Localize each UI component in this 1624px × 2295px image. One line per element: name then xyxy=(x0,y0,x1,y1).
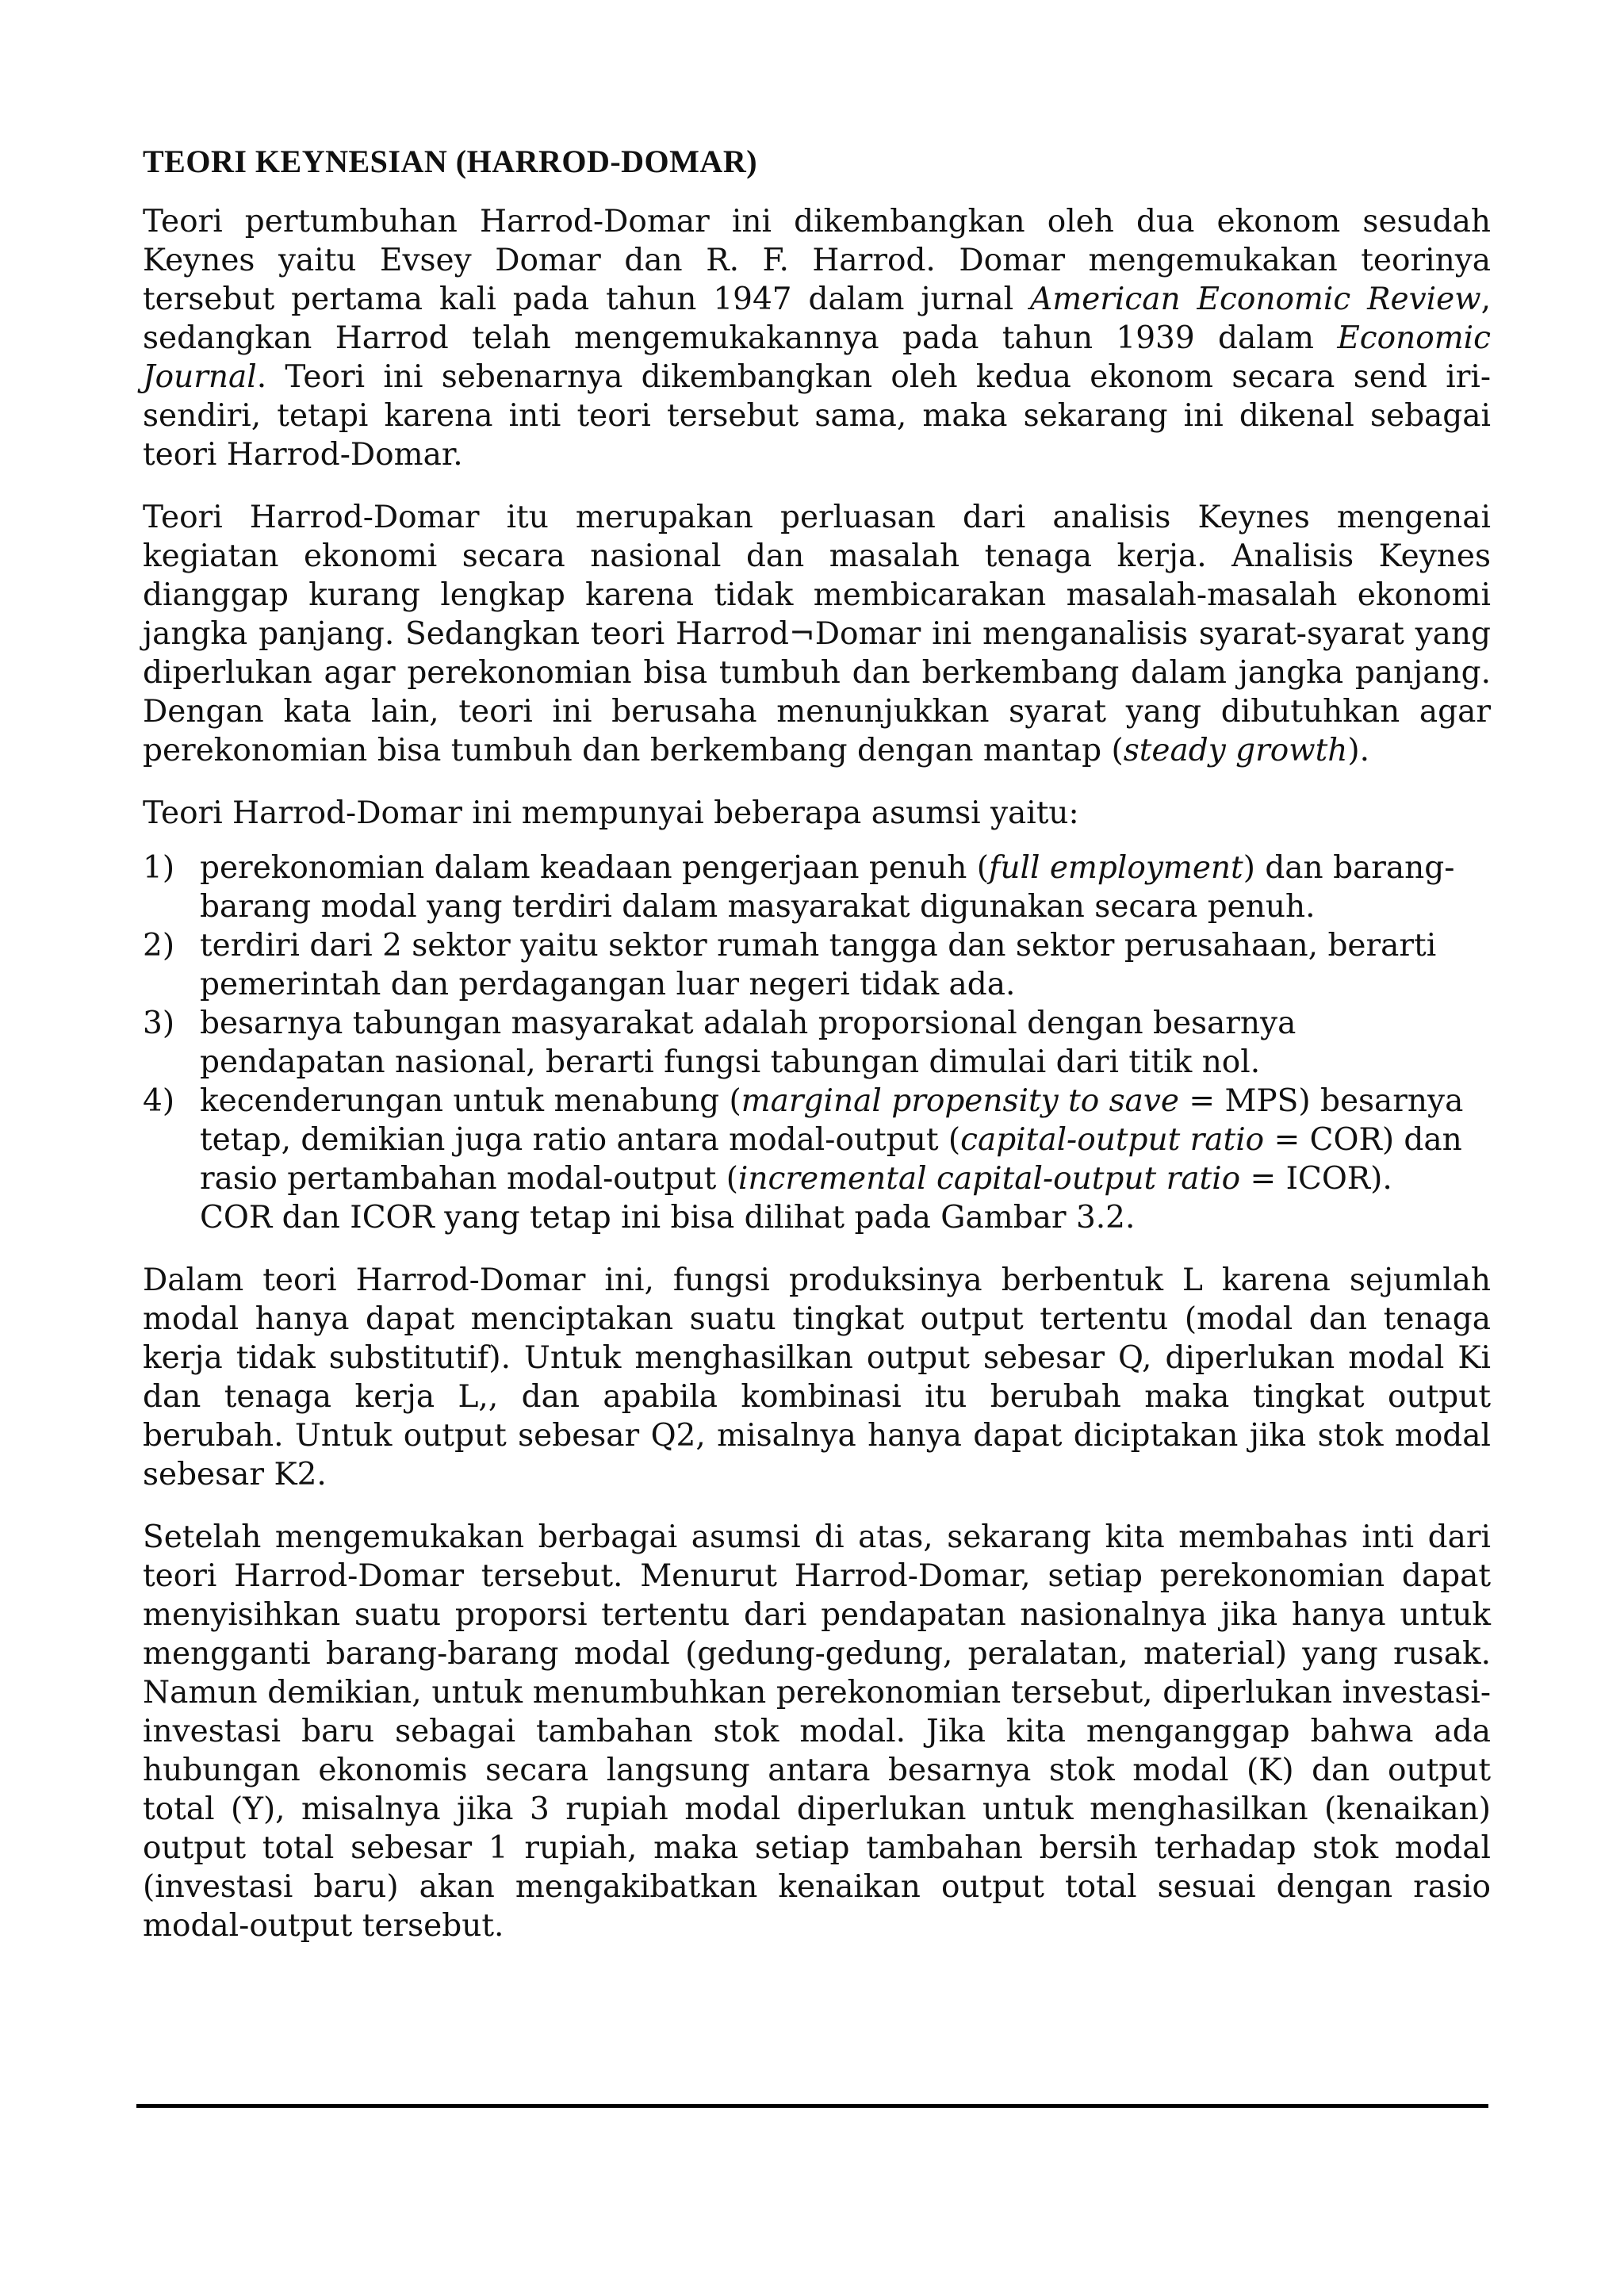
assumption-text-b: = MPS) besarnya tetap, demikian juga ratio antara modal-output ( xyxy=(200,1083,1464,1158)
paragraph-extension-text-b: ). xyxy=(1347,733,1370,768)
assumption-item-3 xyxy=(143,1004,1491,1082)
term-mps: marginal propensity to save xyxy=(741,1083,1179,1119)
journal-economic-journal: Economic Journal xyxy=(143,320,1491,395)
paragraph-core-theory: Setelah mengemukakan berbagai asumsi di atas, sekarang kita membahas inti dari teori Harrod-Domar tersebut. Menurut Harrod-Domar, setiap perekonomian dapat menyisihkan suatu proporsi tertentu dari pendapatan nasionalnya jika hanya untuk mengganti barang-barang modal (gedung-gedung, peralatan, material) yang rusak. Namun demikian, untuk menumbuhkan perekonomian tersebut, diperlukan investasi-investasi baru sebagai tambahan stok modal. Jika kita menganggap bahwa ada hubungan ekonomis secara langsung antara besarnya stok modal (K) dan output total (Y), misalnya jika 3 rupiah modal diperlukan untuk menghasilkan (kenaikan) output total sebesar 1 rupiah, maka setiap tambahan bersih terhadap stok modal (investasi baru) akan mengakibatkan kenaikan output total sesuai dengan rasio modal-output tersebut. xyxy=(143,1519,1491,1944)
paragraph-production-function: Dalam teori Harrod-Domar ini, fungsi produksinya berbentuk L karena sejumlah modal hanya dapat menciptakan suatu tingkat output tertentu (modal dan tenaga kerja tidak substitutif). Untuk menghasilkan output sebesar Q, diperlukan modal Ki dan tenaga kerja L,, dan apabila kombinasi itu berubah maka tingkat output berubah. Untuk output sebesar Q2, misalnya hanya dapat diciptakan jika stok modal sebesar K2. xyxy=(143,1262,1491,1492)
term-icor: incremental capital-output ratio xyxy=(737,1161,1241,1197)
assumption-text-a: kecenderungan untuk menabung ( xyxy=(200,1083,741,1119)
term-cor: capital-output ratio xyxy=(960,1122,1265,1158)
paragraph-intro xyxy=(143,202,1491,474)
assumption-number: 4) xyxy=(143,1083,175,1119)
term-steady-growth: steady growth xyxy=(1123,733,1348,768)
paragraph-intro-text-c: . Teori ini sebenarnya dikembangkan oleh kedua ekonom secara send iri-sendiri, tetapi karena inti teori tersebut sama, maka sekarang ini dikenal sebagai teori Harrod-Domar. xyxy=(143,359,1491,473)
assumptions-list xyxy=(143,849,1491,1237)
assumption-text-a: perekonomian dalam keadaan pengerjaan penuh ( xyxy=(200,850,989,886)
document-page xyxy=(143,143,1491,1969)
assumption-text: terdiri dari 2 sektor yaitu sektor rumah tangga dan sektor perusahaan, berarti pemerintah dan perdagangan luar negeri tidak ada. xyxy=(200,928,1437,1002)
paragraph-assumptions-intro: Teori Harrod-Domar ini mempunyai beberapa asumsi yaitu: xyxy=(143,795,1079,831)
assumption-text: besarnya tabungan masyarakat adalah proporsional dengan besarnya pendapatan nasional, berarti fungsi tabungan dimulai dari titik nol. xyxy=(200,1006,1297,1080)
footer-divider xyxy=(136,2104,1488,2108)
assumption-number: 1) xyxy=(143,850,175,886)
paragraph-extension-text-a: Teori Harrod-Domar itu merupakan perluasan dari analisis Keynes mengenai kegiatan ekonomi secara nasional dan masalah tenaga kerja. Analisis Keynes dianggap kurang lengkap karena tidak membicarakan masalah-masalah ekonomi jangka panjang. Sedangkan teori Harrod¬Domar ini menganalisis syarat-syarat yang diperlukan agar perekonomian bisa tumbuh dan berkembang dalam jangka panjang. Dengan kata lain, teori ini berusaha menunjukkan syarat yang dibutuhkan agar perekonomian bisa tumbuh dan berkembang dengan mantap ( xyxy=(143,500,1491,768)
assumption-item-1 xyxy=(143,849,1491,926)
assumption-number: 2) xyxy=(143,928,175,964)
assumption-text-b: ) dan barang- barang modal yang terdiri dalam masyarakat digunakan secara penuh. xyxy=(200,850,1455,925)
assumption-text-d: = ICOR). COR dan ICOR yang tetap ini bisa dilihat pada Gambar 3.2. xyxy=(200,1161,1392,1236)
journal-american-economic-review: American Economic Review xyxy=(1030,282,1481,317)
section-title: TEORI KEYNESIAN (HARROD-DOMAR) xyxy=(143,144,758,179)
paragraph-extension xyxy=(143,498,1491,770)
assumption-item-2 xyxy=(143,926,1491,1004)
assumption-text-c: = COR) dan rasio pertambahan modal-output ( xyxy=(200,1122,1462,1197)
assumption-item-4 xyxy=(143,1082,1491,1237)
assumption-number: 3) xyxy=(143,1006,175,1041)
term-full-employment: full employment xyxy=(988,850,1243,886)
paragraph-intro-text-a: Teori pertumbuhan Harrod-Domar ini dikembangkan oleh dua ekonom sesudah Keynes yaitu Evsey Domar dan R. F. Harrod. Domar mengemukakan teorinya tersebut pertama kali pada tahun 1947 dalam jurnal xyxy=(143,204,1491,317)
paragraph-intro-text-b: , sedangkan Harrod telah mengemukakannya pada tahun 1939 dalam xyxy=(143,282,1491,356)
